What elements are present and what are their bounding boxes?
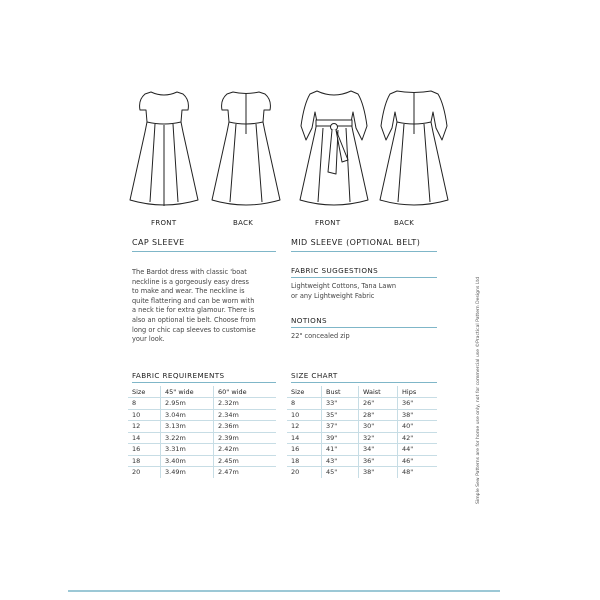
footer-rule	[68, 590, 500, 592]
table-cell: 2.32m	[214, 398, 277, 410]
fabric-suggestion-line: or any Lightweight Fabric	[291, 291, 375, 300]
table-cell: 26"	[359, 398, 398, 410]
mid-sleeve-front-dress	[300, 91, 368, 205]
table-cell: 33"	[322, 398, 359, 410]
copyright-note: Simple Sew Patterns are for home use only, not for commercial use ©Practical Pattern Designs Ltd	[476, 276, 481, 504]
table-cell: 41"	[322, 444, 359, 456]
table-cell: 20	[128, 467, 161, 478]
table-cell: 14	[287, 432, 322, 444]
table-cell: 3.40m	[161, 455, 214, 467]
mid-front-label: FRONT	[315, 219, 341, 227]
table-cell: 14	[128, 432, 161, 444]
table-cell: 35"	[322, 409, 359, 421]
cap-sleeve-rule	[132, 251, 276, 252]
table-cell: 2.34m	[214, 409, 277, 421]
description-line: quite flattering and can be worn with	[132, 296, 255, 305]
table-cell: 38"	[359, 467, 398, 478]
table-cell: 12	[128, 421, 161, 433]
table-row	[287, 467, 437, 478]
table-cell: 12	[287, 421, 322, 433]
table-row	[287, 455, 437, 467]
table-header: Size	[291, 387, 305, 396]
table-row	[287, 432, 437, 444]
description-line: neckline is a gorgeously easy dress	[132, 277, 249, 286]
table-cell: 2.47m	[214, 467, 277, 478]
table-header: 60" wide	[214, 386, 277, 398]
cap-sleeve-back-dress	[212, 92, 280, 205]
table-row	[128, 455, 276, 467]
table-header: Hips	[398, 386, 438, 398]
mid-sleeve-rule	[291, 251, 437, 252]
table-cell: 2.42m	[214, 444, 277, 456]
table-row	[128, 432, 276, 444]
table-cell: 18	[287, 455, 322, 467]
mid-sleeve-title: MID SLEEVE (OPTIONAL BELT)	[291, 238, 421, 247]
table-cell: 10	[287, 409, 322, 421]
table-header-row	[128, 386, 276, 398]
table-cell: 28"	[359, 409, 398, 421]
table-cell: 36"	[398, 398, 438, 410]
table-cell: 16	[287, 444, 322, 456]
table-cell: 37"	[322, 421, 359, 433]
fabric-suggestion-line: Lightweight Cottons, Tana Lawn	[291, 282, 397, 290]
fabric-suggestions-text	[291, 282, 396, 301]
description	[132, 268, 282, 345]
table-cell: 18	[128, 455, 161, 467]
description-line: to make and wear. The neckline is	[132, 287, 245, 296]
cap-sleeve-front-dress	[130, 92, 198, 206]
notions-title: NOTIONS	[291, 316, 327, 325]
table-row	[287, 409, 437, 421]
table-cell: 3.31m	[161, 444, 214, 456]
table-row	[128, 467, 276, 478]
size-chart-title: SIZE CHART	[291, 371, 338, 380]
table-cell: 42"	[398, 432, 438, 444]
table-header: Size	[132, 387, 146, 396]
fabric-requirements-table	[128, 386, 276, 478]
fabric-suggestions-title: FABRIC SUGGESTIONS	[291, 266, 379, 275]
size-chart-rule	[291, 382, 437, 383]
table-cell: 44"	[398, 444, 438, 456]
table-cell: 38"	[398, 409, 438, 421]
table-cell: 46"	[398, 455, 438, 467]
description-line: a neck tie for extra glamour. There is	[132, 306, 255, 315]
table-row	[287, 421, 437, 433]
fabric-suggestions-rule	[291, 277, 437, 278]
table-cell: 40"	[398, 421, 438, 433]
table-cell: 48"	[398, 467, 438, 478]
table-row	[128, 409, 276, 421]
table-cell: 36"	[359, 455, 398, 467]
table-cell: 3.13m	[161, 421, 214, 433]
table-cell: 20	[287, 467, 322, 478]
notions-text: 22" concealed zip	[291, 332, 350, 340]
table-cell: 30"	[359, 421, 398, 433]
table-row	[287, 398, 437, 410]
table-header-row	[287, 386, 437, 398]
table-cell: 3.22m	[161, 432, 214, 444]
table-cell: 2.36m	[214, 421, 277, 433]
description-line: The Bardot dress with classic 'boat	[132, 268, 247, 276]
cap-front-label: FRONT	[151, 219, 177, 227]
table-header: Bust	[322, 386, 359, 398]
table-row	[128, 398, 276, 410]
table-row	[128, 444, 276, 456]
table-header: 45" wide	[161, 386, 214, 398]
table-cell: 34"	[359, 444, 398, 456]
description-line: also an optional tie belt. Choose from	[132, 315, 256, 324]
fabric-requirements-title: FABRIC REQUIREMENTS	[132, 371, 225, 380]
table-row	[287, 444, 437, 456]
table-cell: 43"	[322, 455, 359, 467]
table-cell: 8	[128, 398, 161, 410]
mid-sleeve-back-dress	[380, 91, 448, 205]
fabric-requirements-rule	[132, 382, 276, 383]
table-cell: 10	[128, 409, 161, 421]
table-header: Waist	[359, 386, 398, 398]
cap-back-label: BACK	[233, 219, 254, 227]
description-line: long or chic cap sleeves to customise	[132, 325, 256, 334]
table-cell: 32"	[359, 432, 398, 444]
table-cell: 3.49m	[161, 467, 214, 478]
table-cell: 2.95m	[161, 398, 214, 410]
table-cell: 45"	[322, 467, 359, 478]
table-cell: 16	[128, 444, 161, 456]
table-cell: 2.39m	[214, 432, 277, 444]
notions-rule	[291, 327, 437, 328]
table-cell: 3.04m	[161, 409, 214, 421]
cap-sleeve-title: CAP SLEEVE	[132, 238, 185, 247]
table-cell: 2.45m	[214, 455, 277, 467]
description-line: your look.	[132, 335, 165, 344]
mid-back-label: BACK	[394, 219, 415, 227]
dress-illustrations	[120, 82, 450, 212]
table-row	[128, 421, 276, 433]
size-chart-table	[287, 386, 437, 478]
table-cell: 39"	[322, 432, 359, 444]
table-cell: 8	[287, 398, 322, 410]
